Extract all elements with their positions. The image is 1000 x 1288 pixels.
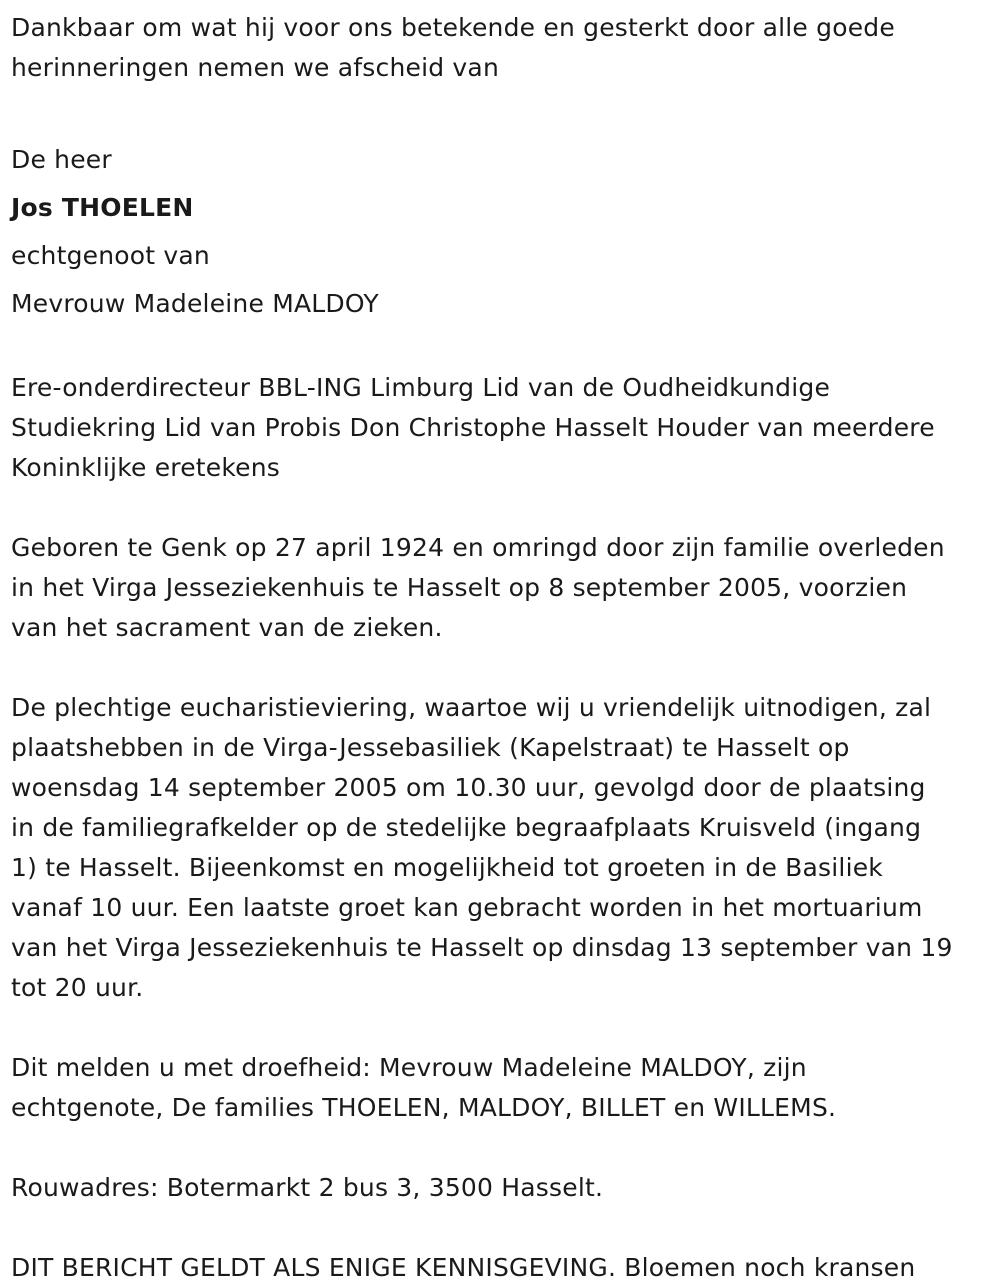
announcers-paragraph: Dit melden u met droefheid: Mevrouw Madeleine MALDOY, zijn echtgenote, De families THOELEN, MALDOY, BILLET en WILLEMS. — [11, 1053, 837, 1122]
notice-paragraph: DIT BERICHT GELDT ALS ENIGE KENNISGEVING. Bloemen noch kransen — [11, 1253, 916, 1282]
intro-paragraph: Dankbaar om wat hij voor ons betekende en gesterkt door alle goede herinneringen nemen we afscheid van — [11, 13, 895, 82]
honorific: De heer — [11, 145, 112, 174]
spouse-name: Mevrouw Madeleine MALDOY — [11, 289, 379, 318]
spacer — [11, 488, 991, 528]
spacer — [11, 128, 991, 136]
birth-death-paragraph: Geboren te Genk op 27 april 1924 en omringd door zijn familie overleden in het Virga Jesseziekenhuis te Hasselt op 8 september 2005, voorzien van het sacrament van de zieken. — [11, 533, 945, 642]
ceremony-paragraph: De plechtige eucharistieviering, waartoe wij u vriendelijk uitnodigen, zal plaatshebben in de Virga-Jessebasiliek (Kapelstraat) te Hasselt op woensdag 14 september 2005 om 10.30 uur, gevolgd door de plaatsing in de familiegrafkelder op de stedelijke begraafplaats Kruisveld (ingang 1) te Hasselt. Bijeenkomst en mogelijkheid tot groeten in de Basiliek vanaf 10 uur. Een laatste groet kan gebracht worden in het mortuarium van het Virga Jesseziekenhuis te Hasselt op dinsdag 13 september van 19 tot 20 uur. — [11, 693, 953, 1002]
deceased-name: Jos THOELEN — [11, 193, 194, 222]
spacer — [11, 328, 991, 368]
address-paragraph: Rouwadres: Botermarkt 2 bus 3, 3500 Hasselt. — [11, 1173, 604, 1202]
spacer — [11, 1128, 991, 1168]
functions-paragraph: Ere-onderdirecteur BBL-ING Limburg Lid van de Oudheidkundige Studiekring Lid van Probis Don Christophe Hasselt Houder van meerdere Koninklijke eretekens — [11, 373, 935, 482]
relation-label: echtgenoot van — [11, 241, 210, 270]
spacer — [11, 1208, 991, 1248]
obituary-document — [11, 8, 991, 1288]
spacer — [11, 88, 991, 128]
spacer — [11, 1008, 991, 1048]
spacer — [11, 648, 991, 688]
